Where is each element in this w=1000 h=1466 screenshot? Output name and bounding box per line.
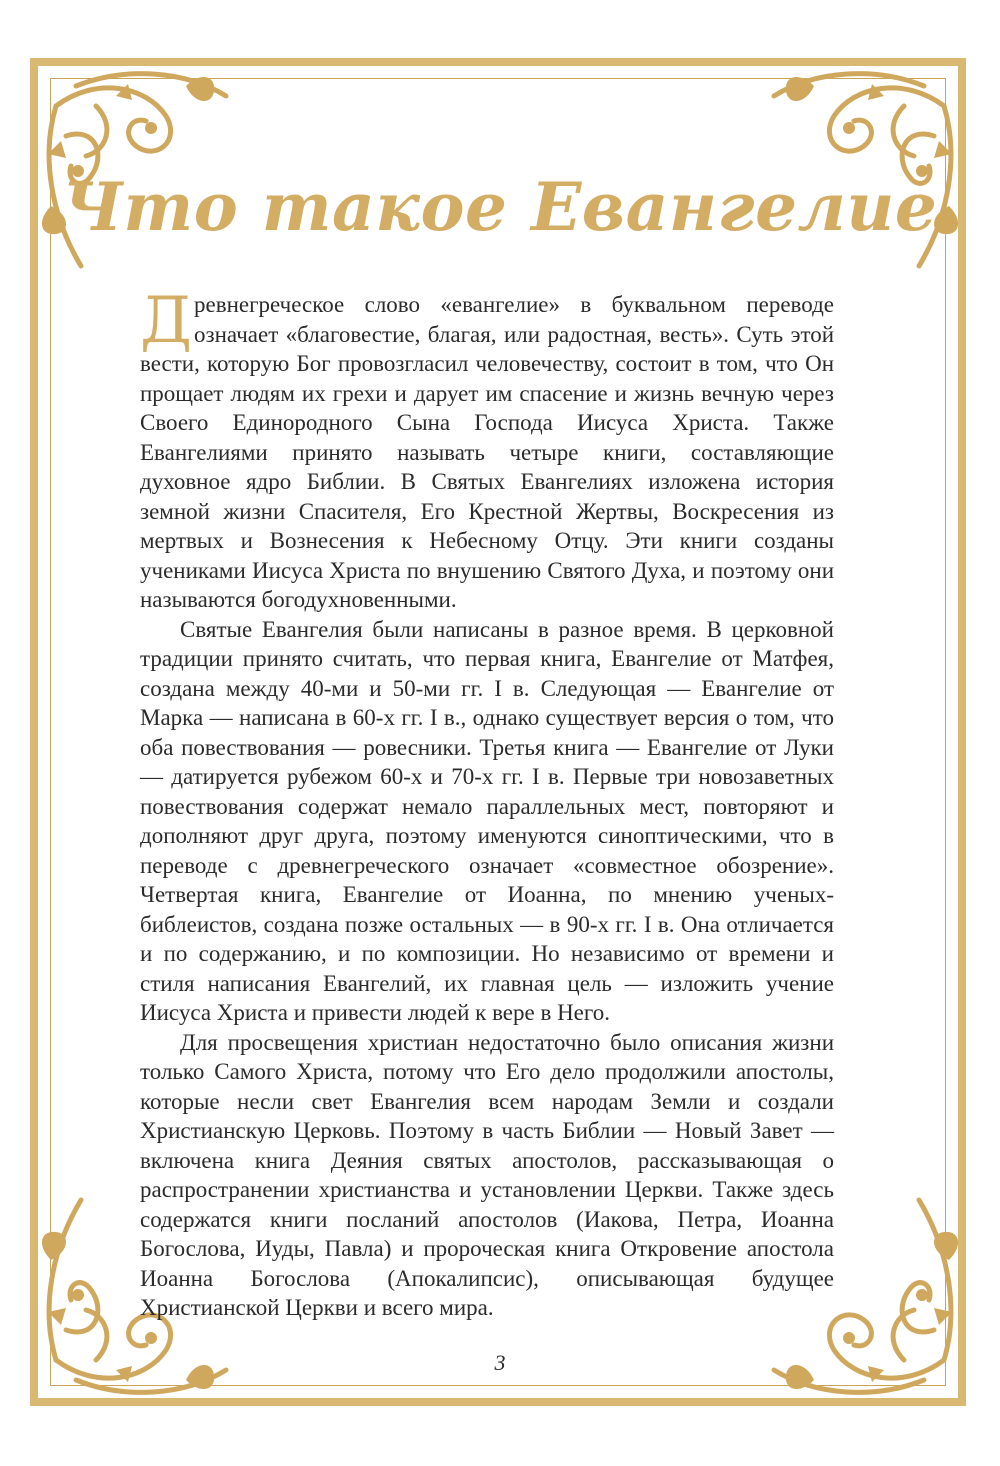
drop-cap: Д bbox=[140, 284, 193, 358]
page-number: 3 bbox=[494, 1350, 506, 1375]
paragraph bbox=[140, 284, 834, 615]
paragraph: Святые Евангелия были написаны в разное время. В церковной традиции принято считать, что первая книга, Евангелие от Матфея, создана между 40-ми и 50-ми гг. I в. Следующая — Евангелие от Марка — написана в 60-х гг. I в., однако существует версия о том, что оба повествования — ровесники. Третья книга — Евангелие от Луки — датируется рубежом 60-х и 70-х гг. I в. Первые три новозаветных повествования содержат немало параллельных мест, повторяют и дополняют друг друга, поэтому именуются синоптическими, что в переводе с древнегреческого означает «совместное обозрение». Четвертая книга, Евангелие от Иоанна, по мнению ученых-библеистов, создана позже остальных — в 90-х гг. I в. Она отличается и по содержанию, и по композиции. Но независимо от времени и стиля написания Евангелий, их главная цель — изложить учение Иисуса Христа и привести людей к вере в Него. bbox=[140, 616, 834, 1025]
paragraph-text: ревнегреческое слово «евангелие» в буквальном переводе означает «благовестие, благая, или радостная, весть». Суть этой вести, которую Бог провозгласил человечеству, состоит в том, что Он прощает людям их грехи и дарует им спасение и жизнь вечную через Своего Единородного Сына Господа Иисуса Христа. Также Евангелиями принято называть четыре книги, составляющие духовное ядро Библии. В Святых Евангелиях изложена история земной жизни Спасителя, Его Крестной Жертвы, Воскресения из мертвых и Вознесения к Небесному Отцу. Эти книги созданы учениками Иисуса Христа по внушению Святого Духа, и поэтому они называются богодухновенными. bbox=[140, 292, 834, 612]
article-body bbox=[140, 284, 834, 1323]
page-title: Что такое Евангелие bbox=[62, 168, 938, 246]
paragraph: Для просвещения христиан недостаточно было описания жизни только Самого Христа, потому что Его дело продолжили апостолы, которые несли свет Евангелия всем народам Земли и создали Христианскую Церковь. Поэтому в часть Библии — Новый Завет — включена книга Деяния святых апостолов, рассказывающая о распространении христианства и установлении Церкви. Также здесь содержатся книги посланий апостолов (Иакова, Петра, Иоанна Богослова, Иуды, Павла) и пророческая книга Откровение апостола Иоанна Богослова (Апокалипсис), описывающая будущее Христианской Церкви и всего мира. bbox=[140, 1029, 834, 1320]
